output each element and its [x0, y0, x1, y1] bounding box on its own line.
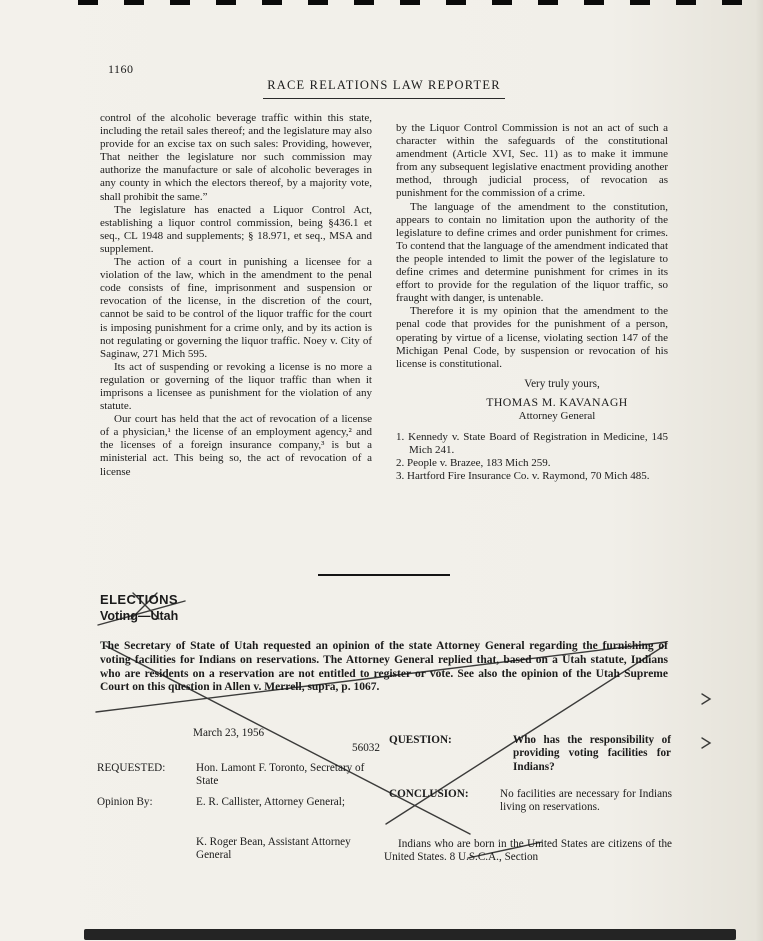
opinion-by-second: K. Roger Bean, Assistant Attorney General — [196, 836, 351, 862]
question-label: QUESTION: — [389, 734, 452, 746]
footnotes — [396, 431, 668, 483]
paragraph: The language of the amendment to the constitution, appears to contain no limitation upon the authority of the legislature to define crimes and order punishment for crimes. To contend that the language of the amendment indicated that the people intended to limit the power of the legislature to define crimes and determine punishment for crimes in its effort to provide for the regulation of the liquor traffic, so fraught with danger, is untenable. — [396, 200, 668, 305]
scan-edge-bar — [84, 929, 736, 940]
signature-block — [446, 395, 668, 422]
requested-value: Hon. Lamont F. Toronto, Secretary of State — [196, 762, 365, 788]
footnote: 3. Hartford Fire Insurance Co. v. Raymond, 70 Mich 485. — [396, 470, 650, 483]
conclusion-text: No facilities are necessary for Indians living on reservations. — [500, 788, 672, 814]
scan-edge-dashes — [78, 0, 750, 5]
opinion-by-first: E. R. Callister, Attorney General; — [196, 796, 345, 808]
paragraph: by the Liquor Control Commission is not an act of such a character within the safeguards of the constitutional amendment (Article XVI, Sec. 11) as to make it immune from any subsequent legislative enactment providing another method, through judicial process, of revocation as punishment for the commission of a crime. — [396, 122, 668, 200]
letter-closing: Very truly yours, — [524, 377, 600, 390]
signature-title: Attorney General — [518, 409, 596, 422]
paragraph: Its act of suspending or revoking a license is no more a regulation or governing of the liquor traffic than when it imprisons a licensee as punishment for the violation of any statute. — [100, 360, 372, 413]
section-heading: ELECTIONS — [100, 592, 178, 607]
conclusion-label: CONCLUSION: — [389, 788, 469, 800]
footnote: 2. People v. Brazee, 183 Mich 259. — [396, 456, 551, 469]
paragraph: control of the alcoholic beverage traffic within this state, including the retail sales thereof; and the legislature may also provide for an excise tax on such sales: Providing, however, That neither the legislature nor such commission may authorize the manufacture or sale of alcoholic beverages in any county in which the electors thereof, by a majority vote, shall prohibit the same.” — [100, 112, 372, 203]
left-column — [100, 112, 372, 479]
question-text: Who has the responsibility of providing voting facilities for Indians? — [513, 734, 671, 773]
opinion-date: March 23, 1956 — [193, 727, 265, 739]
paragraph: Our court has held that the act of revocation of a license of a physician,¹ the license of an employment agency,² and the licenses of a foreign insurance company,³ is but a ministerial act. This being so, the act of revocation of a license — [100, 413, 372, 478]
paragraph: The action of a court in punishing a licensee for a violation of the law, which in the amendment to the penal code consists of fine, imprisonment and suspension or revocation of the license, in the discretion of the court, cannot be said to be control of the liquor traffic for the court is imposing punishment for a crime only, and by its action is not regulating or governing the liquor traffic. Noey v. City of Saginaw, 271 Mich 595. — [100, 256, 372, 360]
paragraph: Therefore it is my opinion that the amendment to the penal code that provides for the punishment of a person, operating by virtue of a license, violating section 147 of the Michigan Penal Code, by suspension or revocation of his license is constitutional. — [396, 305, 668, 370]
right-column — [396, 122, 668, 483]
page-number: 1160 — [108, 62, 134, 76]
docket-number: 56032 — [352, 742, 380, 754]
opinion-by-label: Opinion By: — [97, 796, 153, 808]
case-summary: The Secretary of State of Utah requested an opinion of the state Attorney General regarding the furnishing of voting facilities for Indians on reservations. The Attorney General replied that, based on a Utah statute, Indians who are residents on a reservation are not entitled to register or vote. See also the opinion of the Utah Supreme Court on this question in Allen v. Merrell, supra, p. 1067. — [100, 640, 668, 694]
footnote: 1. Kennedy v. State Board of Registration in Medicine, 145 Mich 241. — [396, 430, 668, 456]
reporter-title: RACE RELATIONS LAW REPORTER — [263, 78, 505, 99]
section-subheading: Voting—Utah — [100, 609, 179, 623]
opinion-body-paragraph: Indians who are born in the United States are citizens of the United States. 8 U.S.C.A., Section — [384, 838, 672, 864]
section-divider-rule — [318, 574, 450, 576]
requested-label: REQUESTED: — [97, 762, 166, 774]
paragraph: The legislature has enacted a Liquor Control Act, establishing a liquor control commission, being §436.1 et seq., CL 1948 and supplements; § 18.971, et seq., MSA and supplement. — [100, 203, 372, 255]
running-header — [100, 76, 668, 99]
signature-name: THOMAS M. KAVANAGH — [486, 394, 628, 409]
